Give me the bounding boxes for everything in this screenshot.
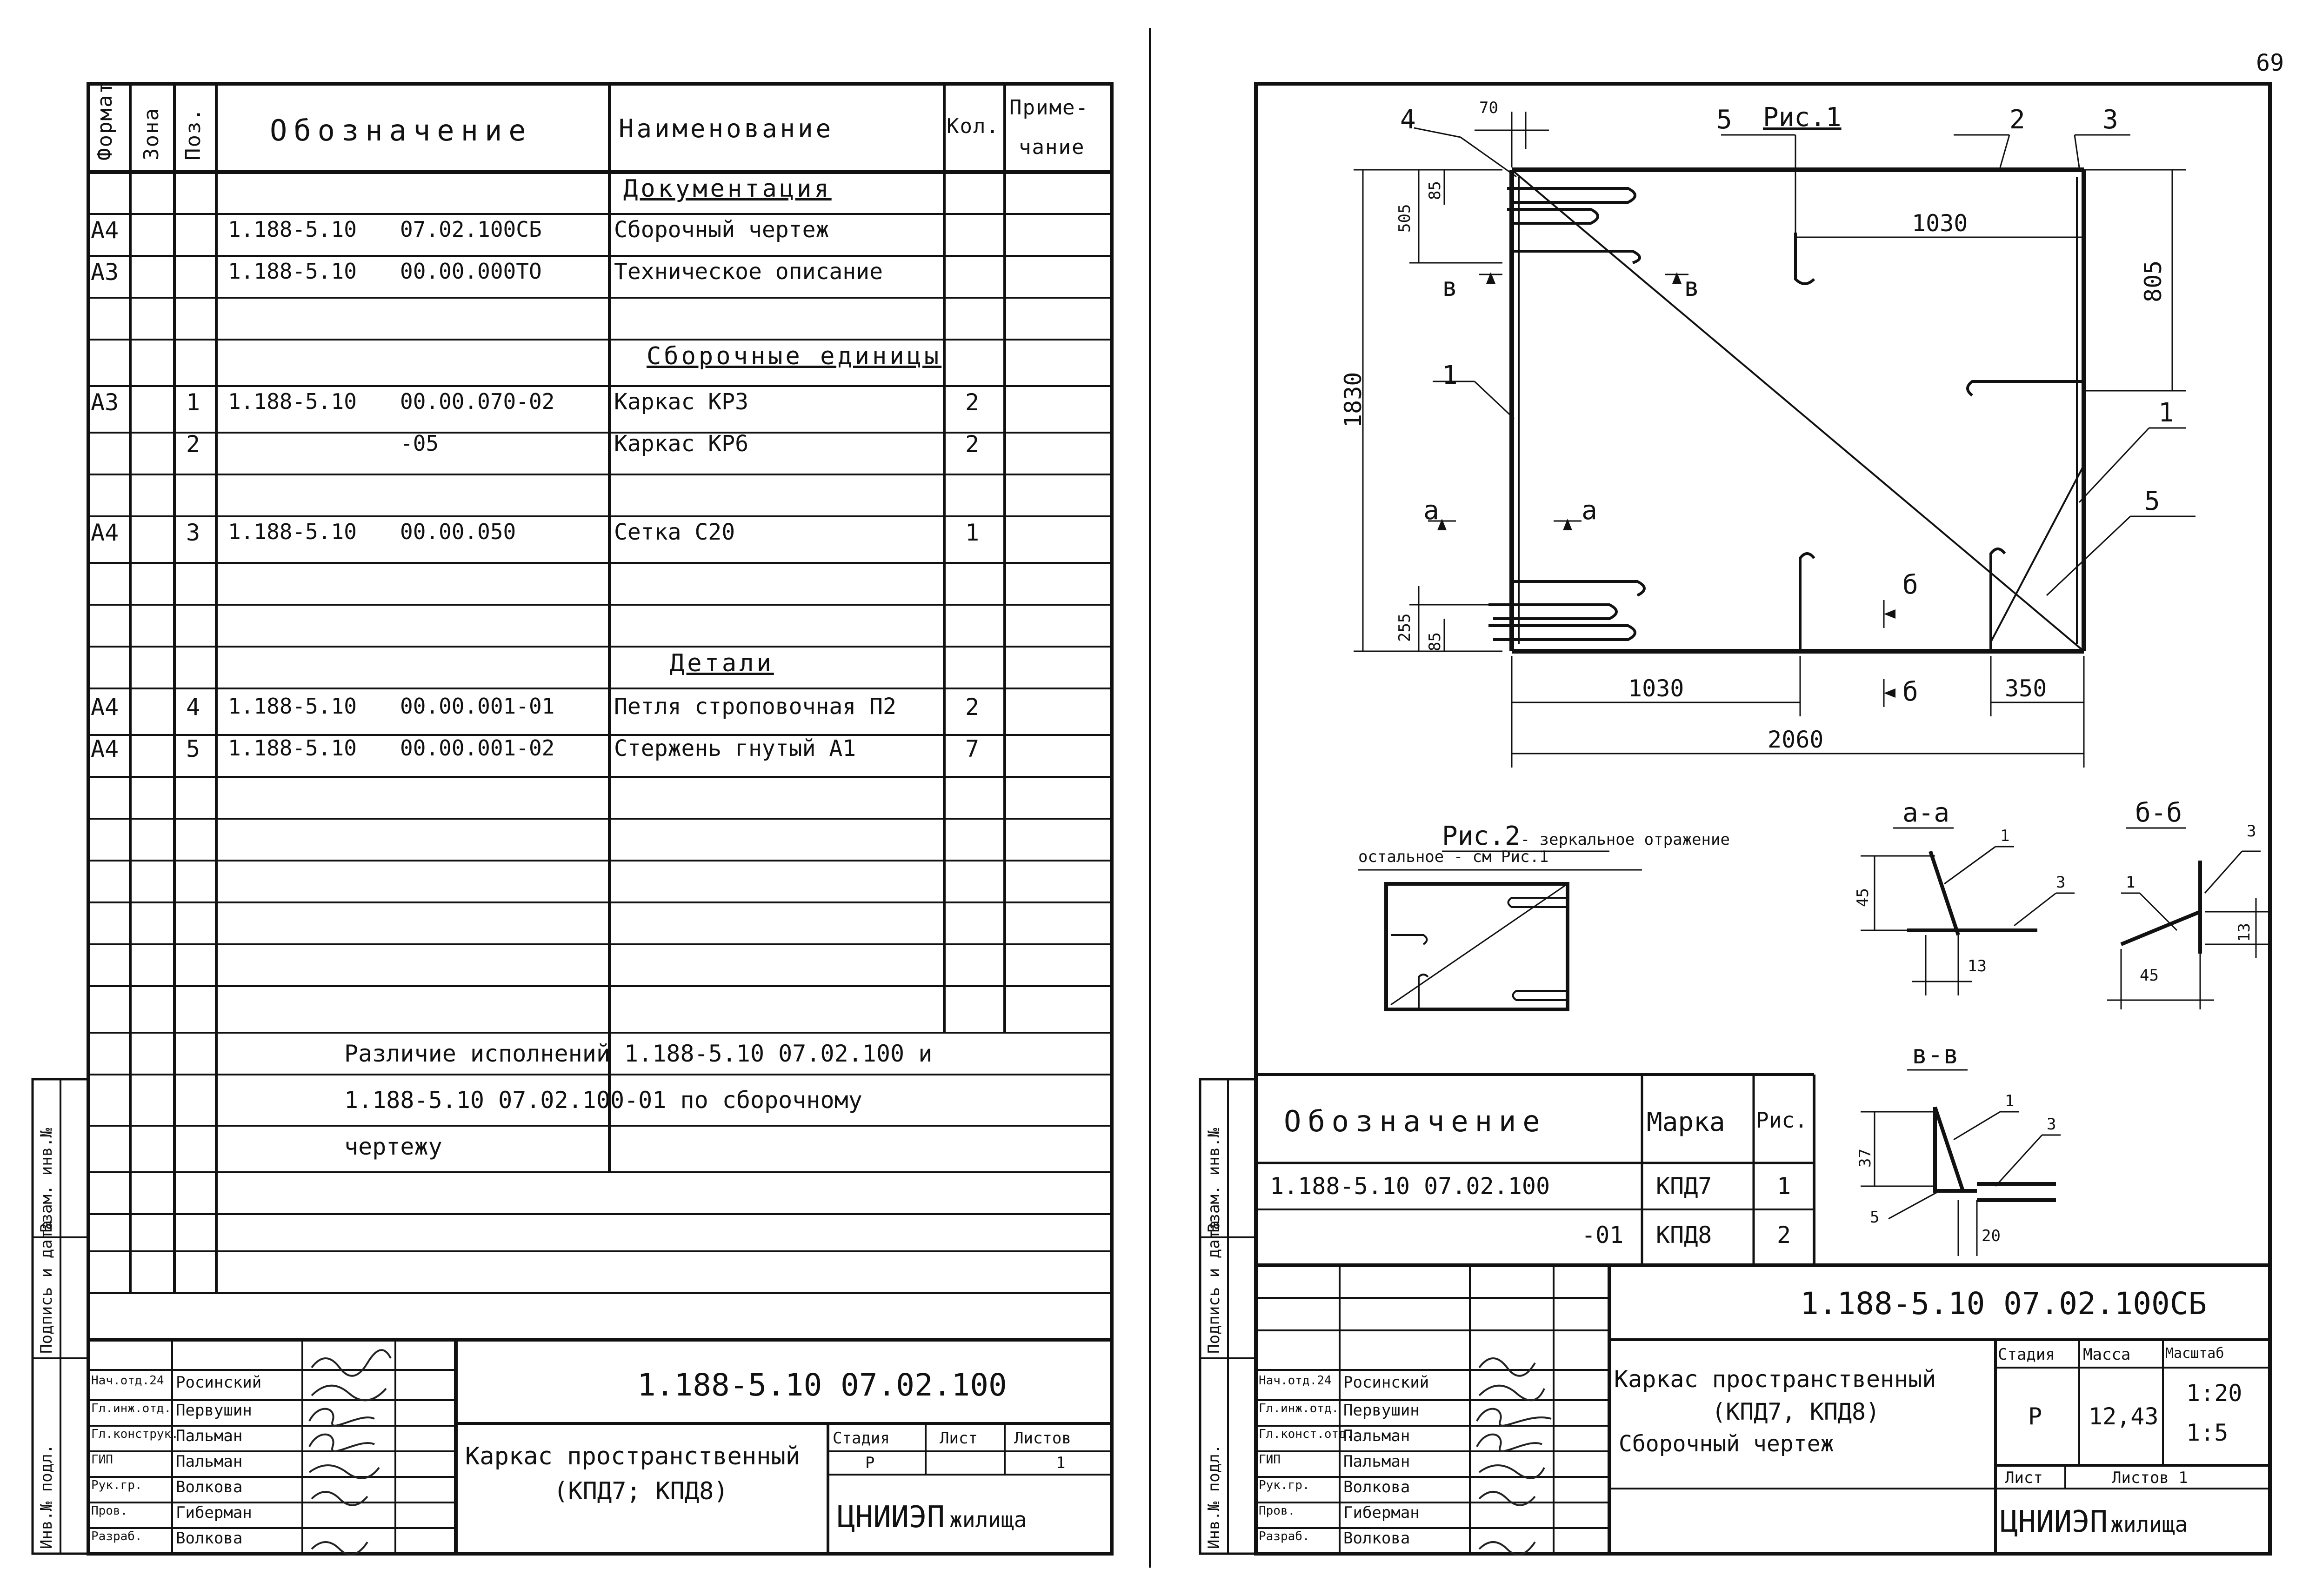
section-heading: Детали — [670, 649, 774, 677]
section-bb-c3: 3 — [2247, 822, 2256, 841]
note-line-3: чертежу — [344, 1133, 442, 1160]
header-note-line1: Приме- — [1009, 96, 1089, 120]
signer-role: Гл.конструк. — [91, 1427, 179, 1441]
row-code: -05 — [400, 431, 439, 456]
right-stage-label: Стадия — [1998, 1345, 2055, 1364]
dim-85-top: 85 — [1426, 181, 1444, 200]
dim-70: 70 — [1479, 99, 1498, 117]
section-vv-c3: 3 — [2047, 1115, 2056, 1134]
right-title-line1: Каркас пространственный — [1614, 1366, 1936, 1393]
section-mark-a2: а — [1582, 495, 1597, 526]
section-heading: Документация — [623, 175, 832, 203]
row-pos: 2 — [186, 431, 200, 458]
row-name: Техническое описание — [614, 259, 883, 285]
row-pos: 3 — [186, 519, 200, 546]
signer-name: Росинский — [1343, 1373, 1429, 1392]
signer-role: Рук.гр. — [1259, 1478, 1310, 1492]
row-designation: 1.188-5.10 — [228, 217, 357, 242]
row-name: Сетка С20 — [614, 519, 735, 545]
left-sheet-label: Лист — [940, 1429, 978, 1448]
fig2-line2: остальное - см Рис.1 — [1358, 848, 1549, 866]
section-vv-dim-37: 37 — [1856, 1149, 1875, 1168]
side-label-sign: Подпись и дата — [37, 1220, 56, 1354]
right-mass: 12,43 — [2089, 1403, 2159, 1430]
section-vv-c5: 5 — [1870, 1208, 1880, 1227]
row-designation: 1.188-5.10 — [228, 519, 357, 544]
dim-255: 255 — [1395, 613, 1414, 642]
signature-left-4 — [309, 1435, 374, 1451]
signer-role: ГИП — [91, 1453, 113, 1467]
signature-left-2 — [312, 1386, 386, 1401]
dim-1030-bottom: 1030 — [1628, 675, 1684, 702]
row-name: Петля строповочная П2 — [614, 694, 896, 720]
section-aa-c3: 3 — [2056, 873, 2066, 892]
row-designation: 1.188-5.10 — [228, 259, 357, 284]
callout-5-right: 5 — [2144, 486, 2160, 516]
row-name: Каркас КР6 — [614, 431, 748, 457]
section-bb-dim-45: 45 — [2140, 966, 2159, 985]
row-designation: 1.188-5.10 — [228, 389, 357, 414]
table-row1-designation: 1.188-5.10 07.02.100 — [1270, 1173, 1550, 1200]
right-side-label-inv: Инв.№ подл. — [1205, 1444, 1223, 1549]
callout-1-left: 1 — [1442, 361, 1458, 391]
signer-name: Первушин — [1343, 1401, 1420, 1420]
right-side-label-sign: Подпись и дата — [1205, 1220, 1223, 1354]
section-aa-title: а-а — [1902, 798, 1950, 828]
row-code: 07.02.100СБ — [400, 217, 542, 242]
header-pos: Поз. — [181, 107, 205, 160]
signer-name: Пальман — [176, 1452, 243, 1471]
right-title-line3: Сборочный чертеж — [1619, 1431, 1834, 1457]
header-qty: Кол. — [947, 114, 1000, 138]
row-qty: 7 — [965, 735, 980, 762]
row-code: 00.00.001-02 — [400, 735, 555, 761]
signer-role: Пров. — [91, 1504, 128, 1518]
header-name: Наименование — [619, 114, 834, 143]
row-code: 00.00.070-02 — [400, 389, 555, 414]
section-mark-a1: а — [1423, 495, 1439, 526]
signature-right-2 — [1479, 1386, 1544, 1401]
dim-2060: 2060 — [1768, 726, 1824, 753]
row-format: А4 — [91, 217, 119, 244]
left-stage: Р — [865, 1454, 875, 1472]
left-doc-number: 1.188-5.10 07.02.100 — [637, 1367, 1007, 1403]
section-mark-v2: в — [1684, 272, 1700, 302]
row-qty: 1 — [965, 519, 980, 546]
signer-name: Росинский — [176, 1373, 262, 1392]
left-sheets-label: Листов — [1014, 1429, 1071, 1448]
table-row2-fig: 2 — [1777, 1222, 1791, 1249]
section-bb-title: б-б — [2135, 798, 2182, 828]
row-name: Каркас КР3 — [614, 389, 748, 415]
section-mark-v1: в — [1442, 272, 1458, 302]
signature-right-3 — [1477, 1409, 1551, 1426]
dim-350: 350 — [2005, 675, 2047, 702]
signer-name: Волкова — [1343, 1478, 1410, 1496]
table-row1-fig: 1 — [1777, 1173, 1791, 1200]
signer-name: Волкова — [1343, 1529, 1410, 1548]
section-mark-b1: б — [1902, 570, 1918, 600]
row-code: 00.00.001-01 — [400, 694, 555, 719]
side-label-inv: Инв.№ подл. — [37, 1444, 56, 1549]
row-name: Сборочный чертеж — [614, 217, 829, 243]
dim-1030-top: 1030 — [1912, 210, 1968, 237]
section-mark-b2: б — [1902, 677, 1918, 707]
row-designation: 1.188-5.10 — [228, 735, 357, 761]
signer-role: Разраб. — [91, 1529, 142, 1543]
section-aa-dim-13: 13 — [1968, 957, 1987, 975]
row-code: 00.00.000ТО — [400, 259, 542, 284]
signer-role: ГИП — [1259, 1453, 1281, 1467]
section-aa-dim-45: 45 — [1854, 888, 1872, 907]
signer-role: Нач.отд.24 — [91, 1374, 164, 1388]
row-format: А3 — [91, 389, 119, 416]
right-org: ЦНИИЭП жилища — [2000, 1505, 2188, 1539]
section-bb-dim-13: 13 — [2235, 923, 2254, 942]
table-row2-mark: КПД8 — [1656, 1222, 1712, 1249]
right-scale-2: 1:5 — [2186, 1419, 2229, 1446]
table-header-mark: Марка — [1647, 1107, 1725, 1137]
callout-4: 4 — [1400, 105, 1416, 135]
signer-name: Волкова — [176, 1478, 243, 1496]
table-header-designation: Обозначение — [1284, 1104, 1547, 1138]
signer-role: Гл.конст.отд. — [1259, 1427, 1354, 1441]
right-stage: Р — [2028, 1403, 2042, 1430]
signer-role: Рук.гр. — [91, 1478, 142, 1492]
fig1-title: Рис.1 — [1763, 102, 1842, 133]
right-scale-label: Масштаб — [2165, 1345, 2224, 1362]
section-bb-c1: 1 — [2126, 873, 2135, 892]
left-title-line2: (КПД7; КПД8) — [554, 1477, 728, 1505]
header-designation: Обозначение — [270, 114, 533, 147]
right-title-line2: (КПД7, КПД8) — [1712, 1398, 1880, 1425]
signature-left-1 — [312, 1350, 391, 1376]
callout-1-right: 1 — [2158, 398, 2174, 428]
signature-left-3 — [309, 1409, 374, 1426]
row-qty: 2 — [965, 694, 980, 721]
row-designation: 1.188-5.10 — [228, 694, 357, 719]
left-sheets: 1 — [1056, 1454, 1066, 1472]
row-pos: 1 — [186, 389, 200, 416]
left-title-line1: Каркас пространственный — [465, 1442, 801, 1470]
fig2-title: Рис.2- зеркальное отражение — [1442, 821, 1730, 851]
dim-1830: 1830 — [1340, 372, 1367, 428]
row-format: А3 — [91, 259, 119, 286]
right-doc-number: 1.188-5.10 07.02.100СБ — [1800, 1286, 2207, 1322]
signer-name: Пальман — [1343, 1427, 1410, 1445]
right-scale-1: 1:20 — [2186, 1380, 2242, 1407]
signer-role: Разраб. — [1259, 1529, 1310, 1543]
note-line-1: Различие исполнений 1.188-5.10 07.02.100 и — [344, 1040, 933, 1067]
row-format: А4 — [91, 694, 119, 721]
table-row2-designation: -01 — [1582, 1222, 1624, 1249]
section-vv-c1: 1 — [2005, 1092, 2015, 1110]
right-sheet-label: Лист — [2005, 1469, 2043, 1487]
signer-name: Пальман — [176, 1427, 243, 1445]
callout-5-top: 5 — [1716, 105, 1732, 135]
signer-role: Пров. — [1259, 1504, 1295, 1518]
table-row1-mark: КПД7 — [1656, 1173, 1712, 1200]
section-aa-c1: 1 — [2000, 827, 2010, 845]
left-stage-label: Стадия — [833, 1429, 890, 1448]
row-format: А4 — [91, 519, 119, 546]
right-mass-label: Масса — [2083, 1345, 2131, 1364]
side-label-vzam: Взам. инв.№ — [37, 1128, 56, 1233]
row-qty: 2 — [965, 431, 980, 458]
signer-name: Гиберман — [1343, 1503, 1420, 1522]
note-line-2: 1.188-5.10 07.02.100-01 по сборочному — [344, 1087, 862, 1114]
section-heading: Сборочные единицы — [647, 342, 942, 370]
row-name: Стержень гнутый А1 — [614, 735, 856, 761]
header-note-line2: чание — [1019, 135, 1085, 159]
row-pos: 4 — [186, 694, 200, 721]
signer-name: Волкова — [176, 1529, 243, 1548]
dim-505: 505 — [1395, 204, 1414, 233]
signer-name: Пальман — [1343, 1452, 1410, 1471]
signer-role: Гл.инж.отд. — [1259, 1402, 1339, 1416]
section-vv-title: в-в — [1912, 1040, 1959, 1070]
signer-role: Гл.инж.отд. — [91, 1402, 172, 1416]
signature-right-1 — [1479, 1358, 1535, 1376]
signature-right-4 — [1477, 1435, 1542, 1451]
right-side-label-vzam: Взам. инв.№ — [1205, 1128, 1223, 1233]
row-qty: 2 — [965, 389, 980, 416]
callout-3: 3 — [2102, 105, 2118, 135]
row-pos: 5 — [186, 735, 200, 762]
left-org: ЦНИИЭП жилища — [837, 1500, 1027, 1535]
row-code: 00.00.050 — [400, 519, 516, 544]
right-sheets-label: Листов 1 — [2112, 1469, 2188, 1487]
row-format: А4 — [91, 735, 119, 762]
table-header-fig: Рис. — [1756, 1108, 1808, 1133]
signer-name: Гиберман — [176, 1503, 252, 1522]
signer-name: Первушин — [176, 1401, 252, 1420]
section-vv-dim-20: 20 — [1982, 1227, 2001, 1245]
signer-role: Нач.отд.24 — [1259, 1374, 1332, 1388]
dim-805: 805 — [2140, 260, 2167, 302]
callout-2: 2 — [2009, 105, 2025, 135]
dim-85-bot: 85 — [1426, 632, 1444, 651]
header-format: Формат — [93, 81, 117, 160]
page-number: 69 — [2256, 49, 2284, 76]
header-zone: Зона — [140, 107, 163, 160]
